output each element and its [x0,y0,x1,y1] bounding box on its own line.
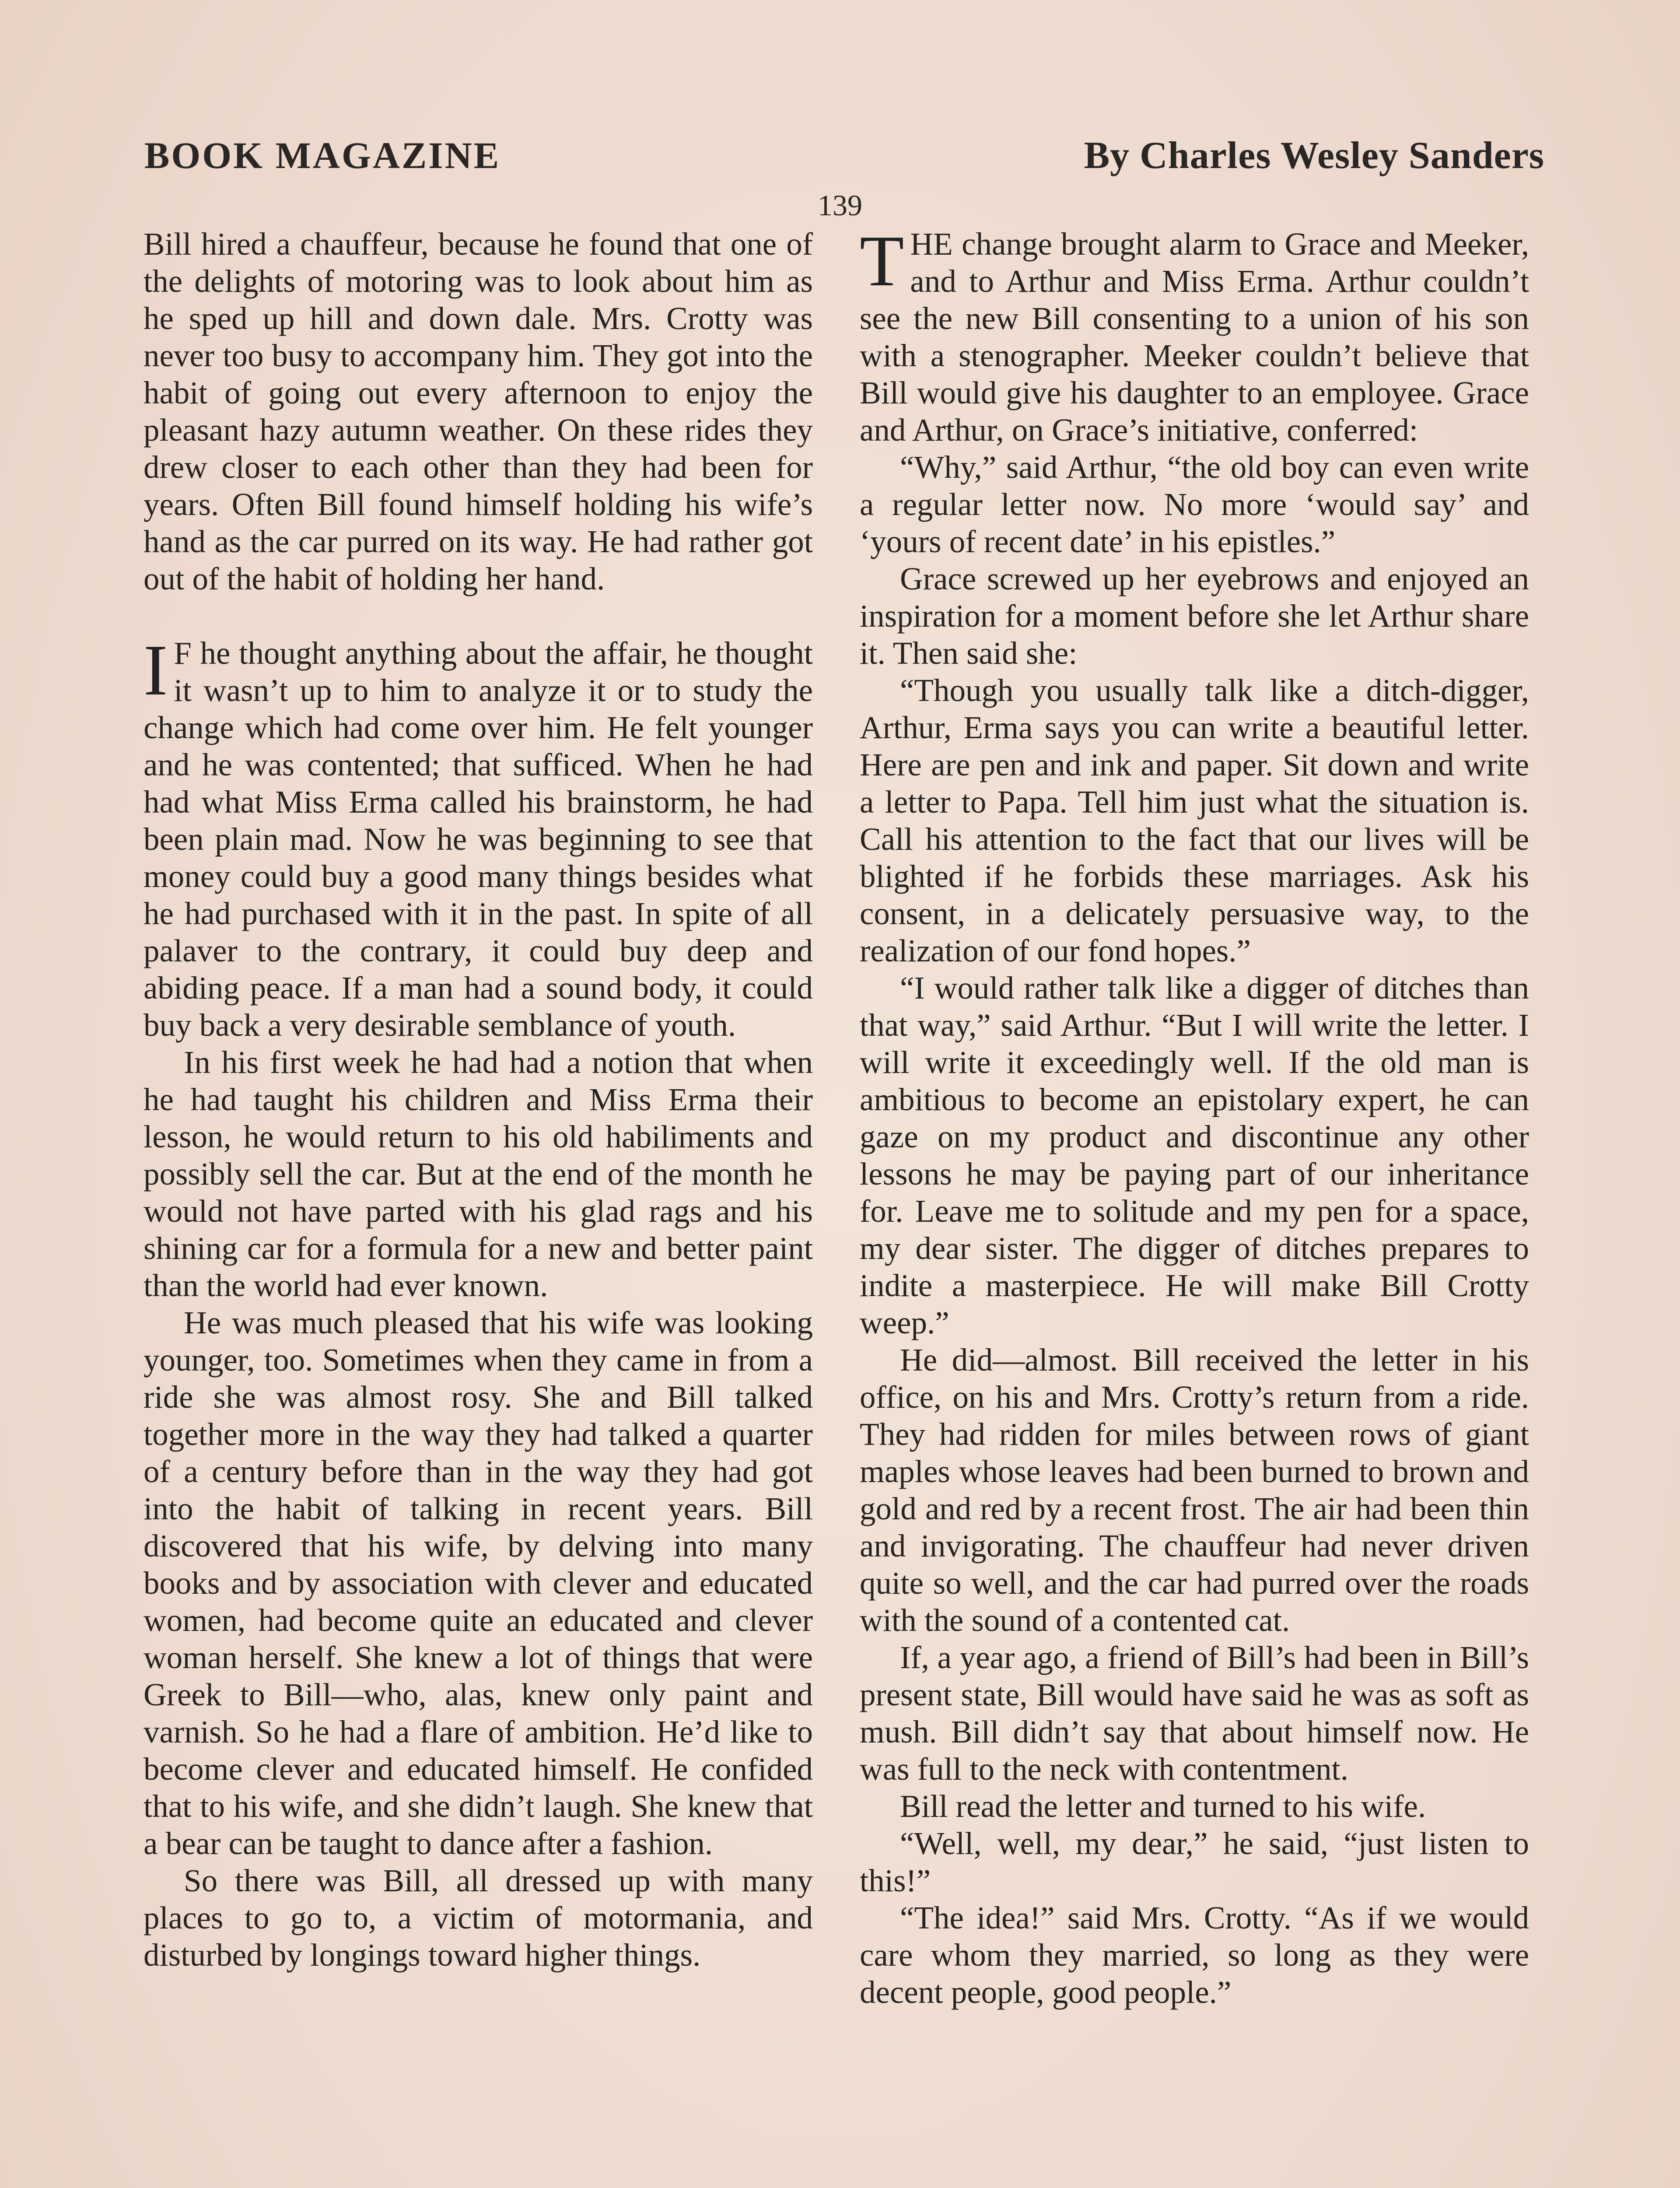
right-paragraph-10: “The idea!” said Mrs. Crotty. “As if we would care whom they married, so long as they were decent people, good people.” [860,1900,1529,2010]
left-paragraph-1: Bill hired a chauffeur, because he found that one of the delights of motoring was to look about him as he sped up hill and down dale. Mrs. Crotty was never too busy to accompany him. They got into the habit of going out every afternoon to enjoy the pleasant hazy autumn weather. On these rides they drew closer to each other than they had been for years. Often Bill found himself holding his wife’s hand as the car purred on its way. He had rather got out of the habit of holding her hand. [144,226,813,596]
right-paragraph-2: “Why,” said Arthur, “the old boy can even write a regular letter now. No more ‘would say’ and ‘yours of recent date’ in his epistles.” [860,449,1529,559]
left-paragraph-2 [144,630,813,1044]
right-paragraph-6: He did—almost. Bill received the letter in his office, on his and Mrs. Crotty’s return from a ride. They had ridden for miles between rows of giant maples whose leaves had been burned to brown and gold and red by a recent frost. The air had been thin and invigorating. The chauffeur had never driven quite so well, and the car had purred over the roads with the sound of a contented cat. [860,1342,1529,1638]
left-paragraph-4: He was much pleased that his wife was looking younger, too. Sometimes when they came in from a ride she was almost rosy. She and Bill talked together more in the way they had talked a quarter of a century before than in the way they had got into the habit of talking in recent years. Bill discovered that his wife, by delving into many books and by association with clever and educated women, had become quite an educated and clever woman herself. She knew a lot of things that were Greek to Bill—who, alas, knew only paint and varnish. So he had a flare of ambition. He’d like to become clever and educated himself. He confided that to his wife, and she didn’t laugh. She knew that a bear can be taught to dance after a fashion. [144,1305,813,1861]
drop-cap-initial: I [144,630,168,710]
left-paragraph-2-text: F he thought anything about the affair, he thought it wasn’t up to him to analyze it or to study the change which had come over him. He felt younger and he was contented; that sufficed. When he had had what Miss Erma called his brainstorm, he had been plain mad. Now he was beginning to see that money could buy a good many things besides what he had purchased with it in the past. In spite of all palaver to the contrary, it could buy deep and abiding peace. If a man had a sound body, it could buy back a very desirable semblance of youth. [144,635,813,1043]
author-byline: By Charles Wesley Sanders [1084,134,1544,177]
running-header [144,133,1544,186]
left-paragraph-5: So there was Bill, all dressed up with many places to go to, a victim of motormania, and disturbed by longings toward higher things. [144,1863,813,1973]
right-column [860,221,1529,2011]
right-paragraph-3: Grace screwed up her eyebrows and enjoyed an inspiration for a moment before she let Arthur share it. Then said she: [860,561,1529,671]
left-column [144,225,813,1974]
right-paragraph-5: “I would rather talk like a digger of ditches than that way,” said Arthur. “But I will write the letter. I will write it exceedingly well. If the old man is ambitious to become an epistolary expert, he can gaze on my product and discontinue any other lessons he may be paying part of our inheritance for. Leave me to solitude and my pen for a space, my dear sister. The digger of ditches prepares to indite a masterpiece. He will make Bill Crotty weep.” [860,970,1529,1340]
drop-cap-initial: T [860,221,904,301]
magazine-title: BOOK MAGAZINE [144,134,501,176]
right-paragraph-7: If, a year ago, a friend of Bill’s had been in Bill’s present state, Bill would have said he was as soft as mush. Bill didn’t say that about himself now. He was full to the neck with contentment. [860,1640,1529,1787]
right-paragraph-9: “Well, well, my dear,” he said, “just listen to this!” [860,1826,1529,1898]
right-paragraph-8: Bill read the letter and turned to his wife. [900,1788,1426,1824]
left-paragraph-3: In his first week he had had a notion that when he had taught his children and Miss Erma their lesson, he would return to his old habiliments and possibly sell the car. But at the end of the month he would not have parted with his glad rags and his shining car for a formula for a new and better paint than the world had ever known. [144,1045,813,1303]
right-paragraph-1-text: HE change brought alarm to Grace and Meeker, and to Arthur and Miss Erma. Arthur couldn’t see the new Bill consenting to a union of his son with a stenographer. Meeker couldn’t believe that Bill would give his daughter to an employee. Grace and Arthur, on Grace’s initiative, conferred: [860,226,1529,448]
right-paragraph-4: “Though you usually talk like a ditch-digger, Arthur, Erma says you can write a beautiful letter. Here are pen and ink and paper. Sit down and write a letter to Papa. Tell him just what the situation is. Call his attention to the fact that our lives will be blighted if he forbids these marriages. Ask his consent, in a delicately persuasive way, to the realization of our fond hopes.” [860,673,1529,968]
page-number: 139 [818,189,862,222]
right-paragraph-1 [860,221,1529,449]
